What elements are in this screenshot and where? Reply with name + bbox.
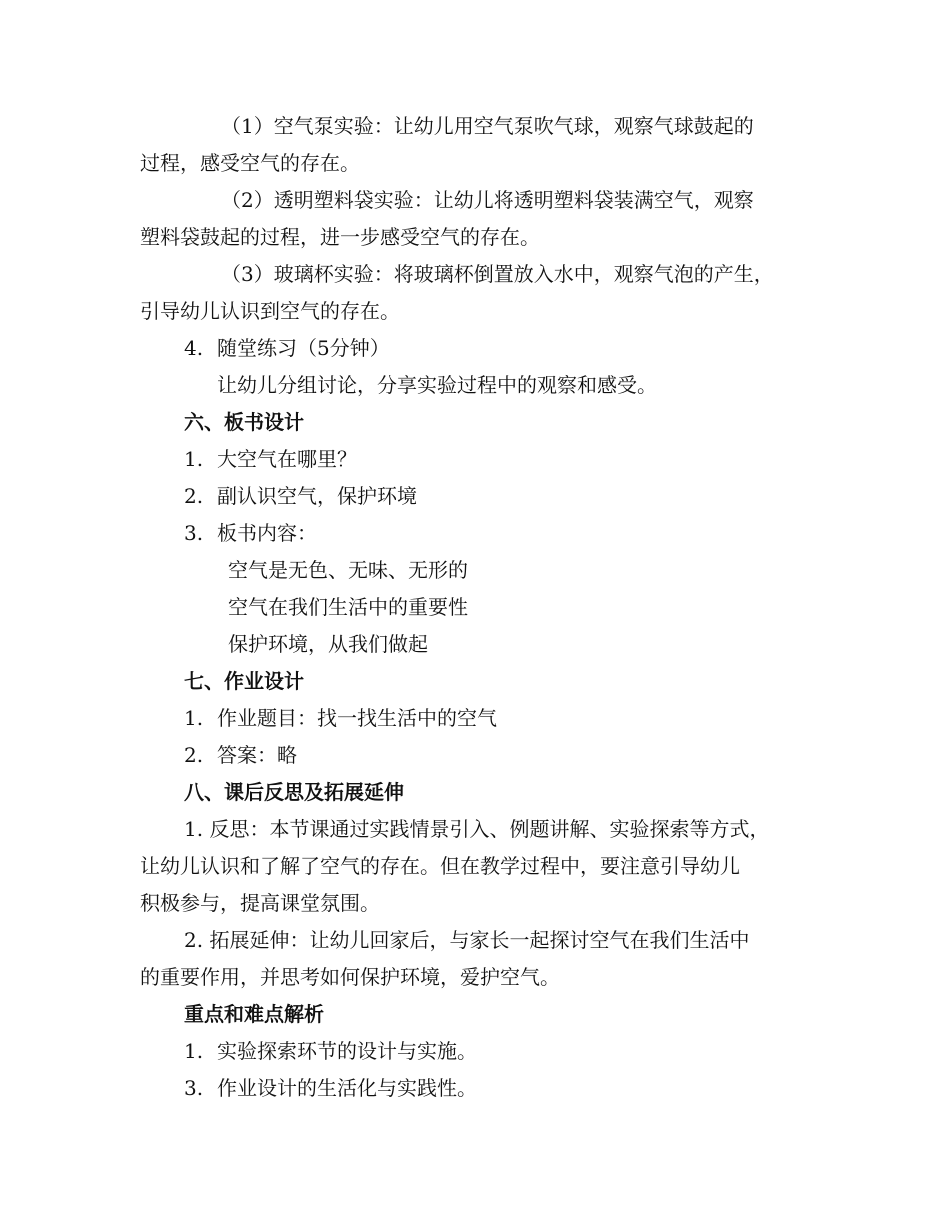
item-number: 2.: [184, 743, 204, 767]
experiment-3-line-1: （3）玻璃杯实验：将玻璃杯倒置放入水中，观察气泡的产生，: [221, 262, 774, 286]
section-6-item-1: [184, 445, 357, 473]
practice-title: 随堂练习（5分钟）: [217, 336, 390, 360]
item-text: 大空气在哪里？: [217, 447, 357, 471]
experiment-1-line-2: 过程，感受空气的存在。: [140, 151, 360, 175]
practice-body: 让幼儿分组讨论，分享实验过程中的观察和感受。: [217, 373, 657, 397]
reflection-line-1: 1. 反思：本节课通过实践情景引入、例题讲解、实验探索等方式，: [184, 817, 770, 841]
practice-item: [184, 334, 390, 362]
experiment-3-line-2: 引导幼儿认识到空气的存在。: [140, 299, 400, 323]
reflection-line-3: 积极参与，提高课堂氛围。: [140, 891, 380, 915]
item-text: 板书内容：: [217, 521, 317, 545]
item-text: 副认识空气，保护环境: [217, 484, 417, 508]
section-6-heading: 六、板书设计: [184, 410, 304, 434]
section-7-item-1: [184, 704, 497, 732]
extension-line-2: 的重要作用，并思考如何保护环境，爱护空气。: [140, 965, 560, 989]
item-text: 作业设计的生活化与实践性。: [217, 1076, 477, 1100]
reflection-line-2: 让幼儿认识和了解了空气的存在。但在教学过程中，要注意引导幼儿: [140, 854, 740, 878]
practice-number: 4.: [184, 336, 204, 360]
section-8-heading: 八、课后反思及拓展延伸: [184, 780, 404, 804]
section-6-item-3: [184, 519, 317, 547]
extension-line-1: 2. 拓展延伸：让幼儿回家后，与家长一起探讨空气在我们生活中: [184, 928, 750, 952]
experiment-2-line-2: 塑料袋鼓起的过程，进一步感受空气的存在。: [140, 225, 540, 249]
section-7-heading: 七、作业设计: [184, 669, 304, 693]
key-points-heading: 重点和难点解析: [184, 1002, 324, 1026]
item-text: 作业题目：找一找生活中的空气: [217, 706, 497, 730]
item-number: 3.: [184, 521, 204, 545]
item-text: 答案：略: [217, 743, 297, 767]
key-point-item-1: [184, 1037, 477, 1065]
board-content-line-2: 空气在我们生活中的重要性: [228, 595, 468, 619]
item-number: 2.: [184, 484, 204, 508]
item-number: 3.: [184, 1076, 204, 1100]
item-number: 1.: [184, 447, 204, 471]
section-6-item-2: [184, 482, 417, 510]
item-number: 1.: [184, 1039, 204, 1063]
section-7-item-2: [184, 741, 297, 769]
experiment-1-line-1: （1）空气泵实验：让幼儿用空气泵吹气球，观察气球鼓起的: [221, 114, 754, 138]
experiment-2-line-1: （2）透明塑料袋实验：让幼儿将透明塑料袋装满空气，观察: [221, 188, 754, 212]
key-point-item-2: [184, 1074, 477, 1102]
item-number: 1.: [184, 706, 204, 730]
board-content-line-1: 空气是无色、无味、无形的: [228, 558, 468, 582]
board-content-line-3: 保护环境，从我们做起: [228, 632, 428, 656]
item-text: 实验探索环节的设计与实施。: [217, 1039, 477, 1063]
